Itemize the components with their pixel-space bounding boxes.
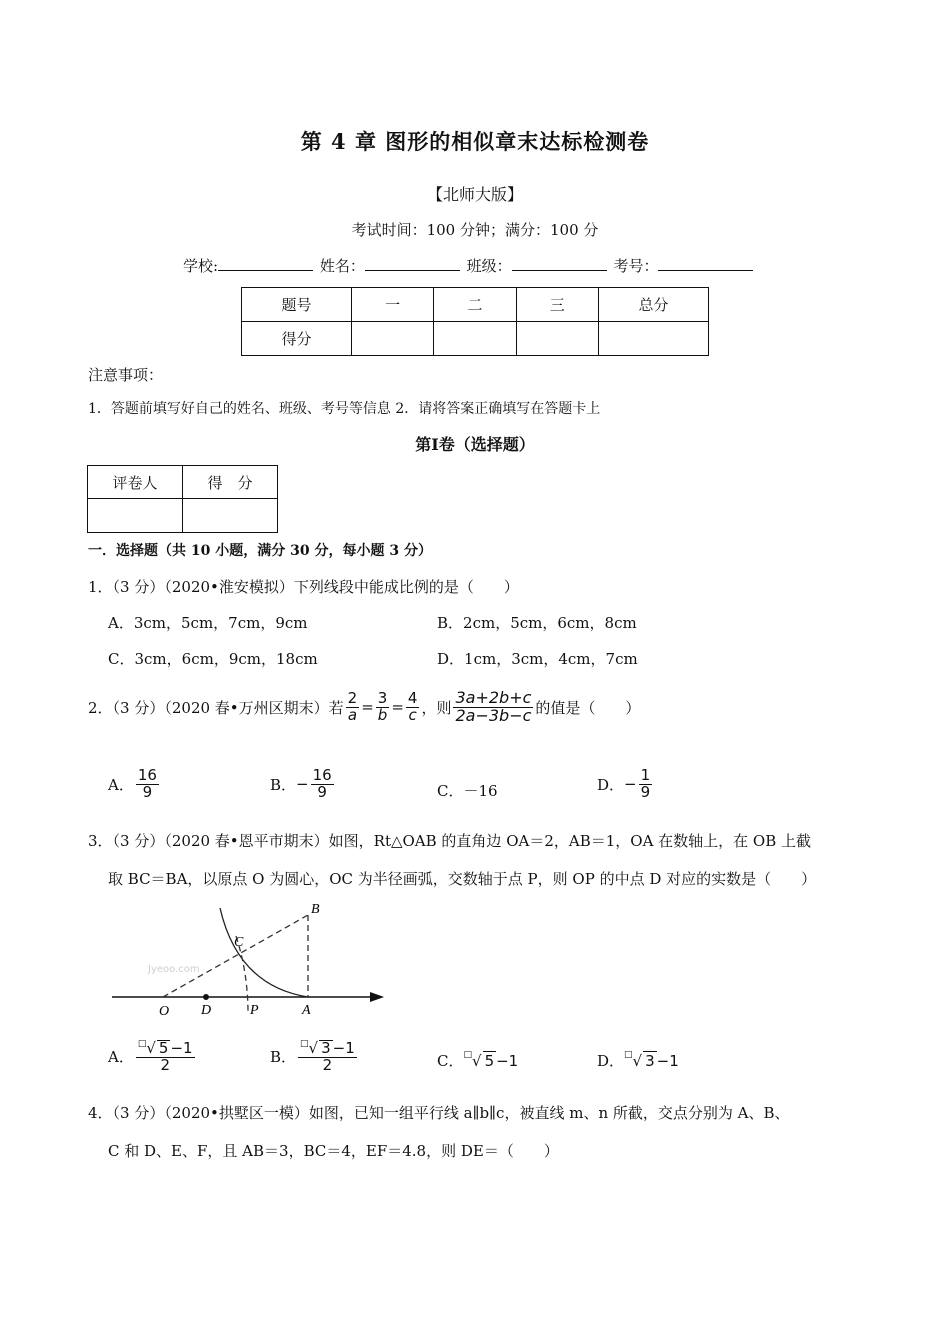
- q2-option-c[interactable]: C．－16: [437, 782, 498, 800]
- q2-a-fraction: $\frac{16}{9}$: [137, 766, 157, 801]
- option-label: C．: [437, 1052, 464, 1070]
- score-header-cell: 总分: [598, 288, 708, 322]
- q2-d-fraction: $\frac{1}{9}$: [640, 766, 651, 801]
- notes-text: 1．答题前填写好自己的姓名、班级、考号等信息 2．请将答案正确填写在答题卡上: [88, 401, 601, 417]
- option-label: B．: [270, 775, 297, 794]
- option-label: A．: [108, 1048, 134, 1067]
- q2-option-a[interactable]: [108, 768, 161, 801]
- q2-fraction-1: $\frac{2}{a}$: [347, 689, 358, 724]
- q2-equals: =: [361, 698, 374, 717]
- option-label: B．: [270, 1048, 297, 1067]
- minus-sign: −: [624, 775, 637, 794]
- q3-figure: [108, 898, 393, 1020]
- q1-option-b[interactable]: B．2cm，5cm，6cm，8cm: [437, 614, 637, 632]
- q1-stem: 1．（3 分）（2020•淮安模拟）下列线段中能成比例的是（ ）: [88, 578, 519, 596]
- q4-line2: C 和 D、E、F，且 AB＝3，BC＝4，EF＝4.8，则 DE＝（ ）: [108, 1142, 559, 1160]
- part-title: 第Ⅰ卷（选择题）: [415, 435, 535, 454]
- notes-title: 注意事项：: [88, 366, 164, 384]
- q2-fraction-3: $\frac{4}{c}$: [407, 689, 418, 724]
- score-cell[interactable]: [352, 322, 434, 356]
- school-label: 学校:: [183, 257, 219, 275]
- grader-table: [87, 465, 278, 533]
- q2-option-b[interactable]: [270, 768, 336, 801]
- label-d: D: [201, 1003, 212, 1018]
- q3-a-fraction: $\frac{^□√ 5 -1}{2}$: [137, 1039, 193, 1074]
- grader-score-cell[interactable]: [182, 499, 277, 533]
- q2-b-fraction: $\frac{16}{9}$: [312, 766, 332, 801]
- watermark: Jyeoo.com: [148, 964, 200, 975]
- score-header-cell: 三: [516, 288, 598, 322]
- grader-header: 评卷人: [88, 466, 183, 499]
- q3-b-fraction: $\frac{^□√ 3 -1}{2}$: [300, 1039, 355, 1074]
- axis-arrow-icon: [370, 992, 384, 1002]
- q2-mid: ，则: [421, 698, 452, 717]
- q3-option-c[interactable]: C．□√ 5 −1: [437, 1050, 519, 1070]
- class-field[interactable]: [512, 256, 607, 271]
- name-label: 姓名：: [319, 257, 365, 275]
- q3-line2: 取 BC＝BA，以原点 O 为圆心，OC 为半径画弧，交数轴于点 P，则 OP 的中点 D 对应的实数是（ ）: [108, 870, 817, 888]
- school-field[interactable]: [218, 256, 313, 271]
- segment-ob: [163, 915, 308, 997]
- score-header: 得 分: [182, 466, 277, 499]
- edition-label: 【北师大版】: [426, 185, 523, 204]
- q2-equals: =: [391, 698, 404, 717]
- q2-suffix: 的值是（ ）: [535, 698, 641, 717]
- minus-sign: −: [296, 775, 309, 794]
- label-b: B: [311, 902, 320, 917]
- q3-option-b[interactable]: [270, 1040, 359, 1074]
- score-cell[interactable]: [434, 322, 516, 356]
- score-row-label: 得分: [242, 322, 352, 356]
- name-field[interactable]: [365, 256, 460, 271]
- arc-bc: [220, 908, 308, 997]
- label-p: P: [250, 1003, 259, 1018]
- score-header-cell: 二: [434, 288, 516, 322]
- score-table: [241, 287, 709, 356]
- score-cell[interactable]: [516, 322, 598, 356]
- q2-option-d[interactable]: [597, 768, 654, 801]
- grader-cell[interactable]: [88, 499, 183, 533]
- label-c: C: [234, 935, 244, 950]
- score-cell[interactable]: [598, 322, 708, 356]
- q4-line1: 4．（3 分）（2020•拱墅区一模）如图，已知一组平行线 a∥b∥c，被直线 m、n 所截，交点分别为 A、B、: [88, 1104, 790, 1122]
- q3-line1: 3．（3 分）（2020 春•恩平市期末）如图，Rt△OAB 的直角边 OA＝2，AB＝1，OA 在数轴上，在 OB 上截: [88, 832, 812, 850]
- q2-prefix: 2．（3 分）（2020 春•万州区期末）若: [88, 698, 344, 717]
- q3-option-a[interactable]: [108, 1040, 197, 1074]
- point-d: [203, 994, 209, 1000]
- q1-option-a[interactable]: A．3cm，5cm，7cm，9cm: [108, 614, 308, 632]
- class-label: 班级：: [466, 257, 512, 275]
- option-label: A．: [108, 775, 134, 794]
- exam-no-label: 考号：: [613, 257, 659, 275]
- page-title: 第 4 章 图形的相似章末达标检测卷: [300, 129, 650, 154]
- exam-no-field[interactable]: [658, 256, 753, 271]
- score-header-cell: 一: [352, 288, 434, 322]
- q1-option-c[interactable]: C．3cm，6cm，9cm，18cm: [108, 650, 318, 668]
- q2-stem: [88, 690, 640, 725]
- info-fields-row: [183, 255, 755, 276]
- label-o: O: [159, 1004, 170, 1019]
- section-title: 一．选择题（共 10 小题，满分 30 分，每小题 3 分）: [88, 543, 432, 559]
- exam-info: 考试时间：100 分钟；满分：100 分: [351, 221, 599, 239]
- label-a: A: [302, 1003, 311, 1018]
- option-label: D．: [597, 775, 625, 794]
- option-label: D．: [597, 1052, 625, 1070]
- q2-expression: $\frac{3a+2b+c}{2a-3b-c}$: [455, 688, 532, 725]
- score-header-cell: 题号: [242, 288, 352, 322]
- q3-option-d[interactable]: D．□√ 3 −1: [597, 1050, 679, 1070]
- q1-option-d[interactable]: D．1cm，3cm，4cm，7cm: [437, 650, 638, 668]
- q2-fraction-2: $\frac{3}{b}$: [377, 689, 388, 724]
